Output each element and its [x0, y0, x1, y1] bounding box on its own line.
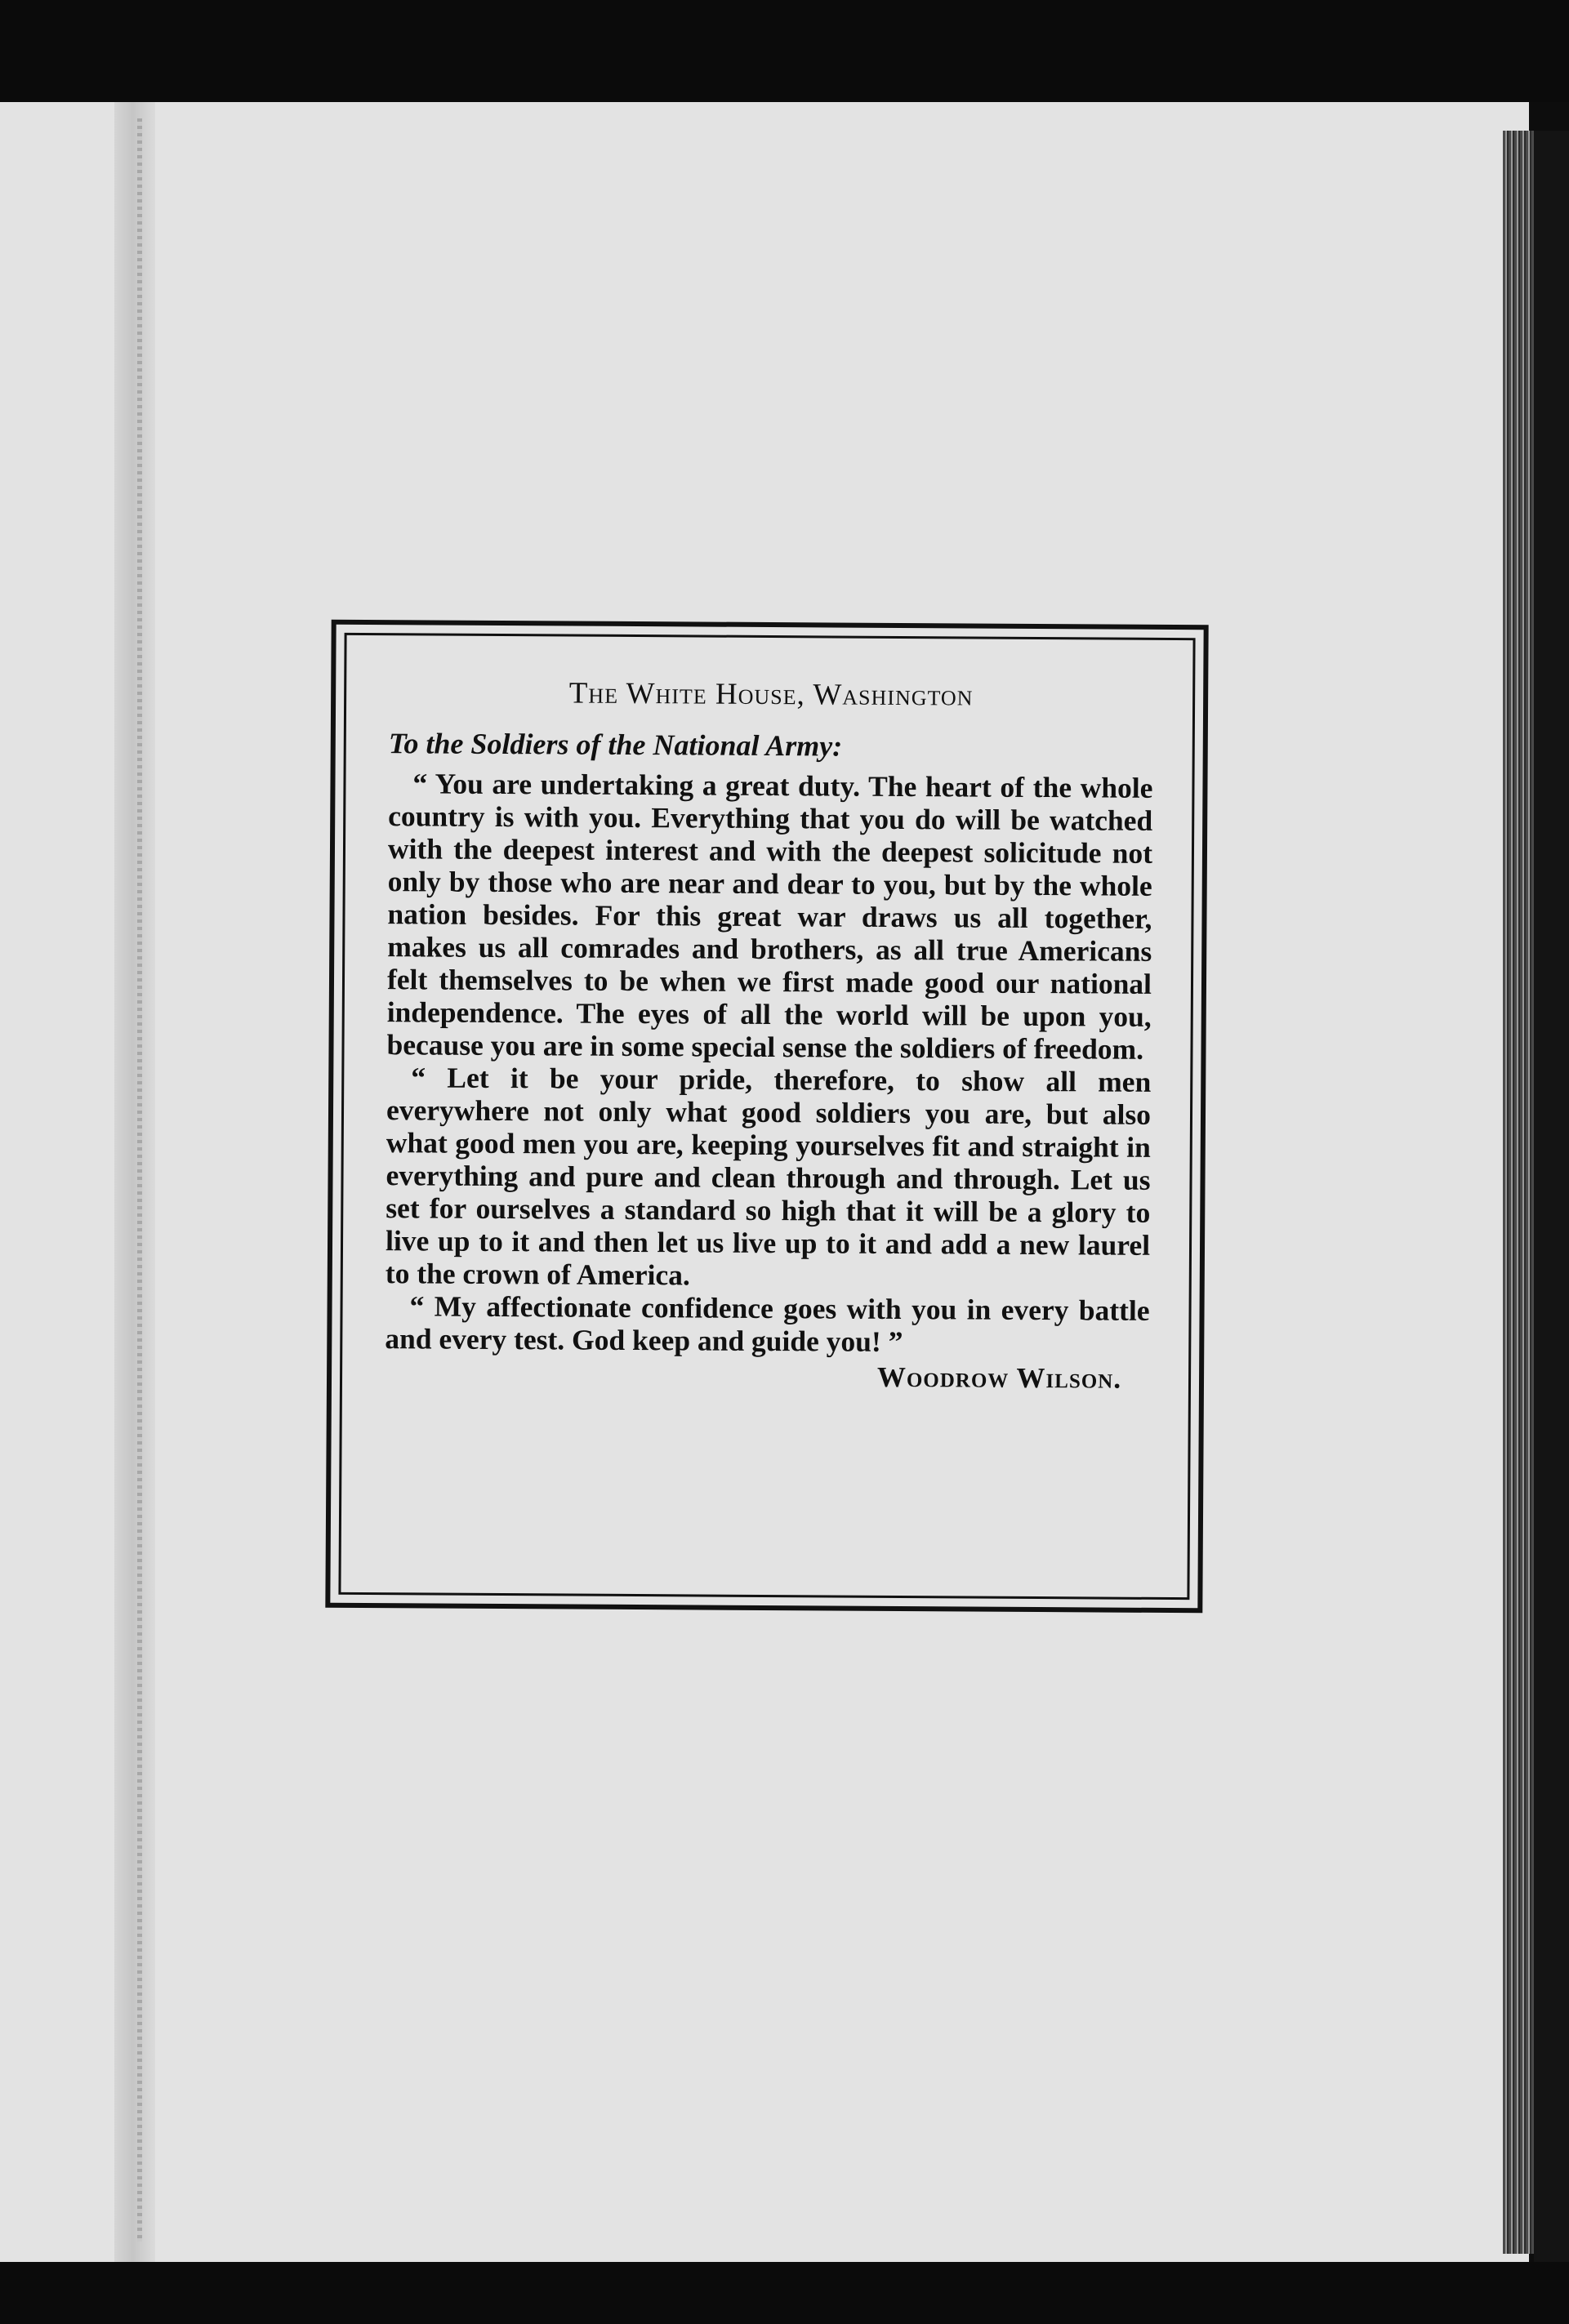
page-gutter	[114, 102, 155, 2266]
letter-frame-inner	[338, 633, 1195, 1600]
letter-paragraph-1: “ You are undertaking a great duty. The heart of the whole country is with you. Everything that you do will be watched with the deepest interest and with the deepest solicitude not only by those who are near and dear to you, but by the whole nation besides. For this great war draws us all together, makes us all comrades and brothers, as all true Americans felt themselves to be when we first made good our national independence. The eyes of all the world will be upon you, because you are in some special sense the soldiers of freedom.	[386, 767, 1153, 1066]
letter-salutation: To the Soldiers of the National Army:	[388, 727, 843, 763]
letter-frame	[325, 620, 1208, 1614]
scan-top-border	[0, 0, 1569, 102]
scan-right-border	[1534, 131, 1569, 2262]
letter-signature: Woodrow Wilson.	[876, 1360, 1122, 1395]
page-stack-edge	[1503, 131, 1534, 2254]
letter-paragraph-3: “ My affectionate confidence goes with you in every battle and every test. God keep and guide you! ”	[385, 1289, 1150, 1359]
scan-bottom-border	[0, 2262, 1569, 2324]
letter-heading: The White House, Washington	[568, 676, 974, 713]
letter-paragraph-2: “ Let it be your pride, therefore, to show all men everywhere not only what good soldiers you are, but also what good men you are, keeping yourselves fit and straight in everything and pure and clean through and through. Let us set for ourselves a standard so high that it will be a glory to live up to it and then let us live up to it and add a new laurel to the crown of America.	[385, 1061, 1152, 1292]
binding-edge	[137, 118, 142, 2242]
